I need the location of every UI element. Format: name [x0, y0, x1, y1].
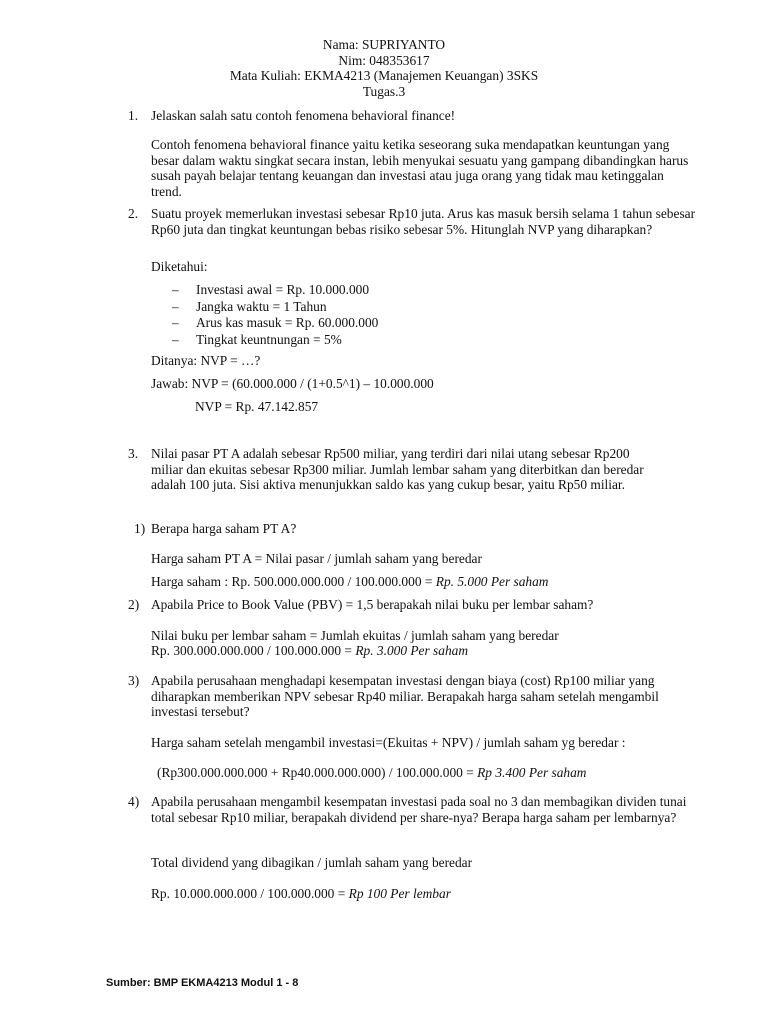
- document-page: Nama: SUPRIYANTO Nim: 048353617 Mata Kuliah: EKMA4213 (Manajemen Keuangan) 3SKS Tugas.3 1. Jelaskan salah satu contoh fenomena behavioral finance! Contoh fenomena behavioral finance yaitu ketika seseorang suka mendapatkan keuntungan yang besar dalam waktu singkat secara instan, lebih menyukai sesuatu yang gampang dibandingkan harus susah payah belajar tentang keuangan dan investasi atau juga orang yang tidak mau ketinggalan trend. 2. Suatu proyek memerlukan investasi sebesar Rp10 juta. Arus kas masuk bersih selama 1 tahun sebesar Rp60 juta dan tingkat keuntungan bebas risiko sebesar 5%. Hitunglah NVP yang diharapkan? Diketahui: – Investasi awal = Rp. 10.000.000 – Jangka waktu = 1 Tahun – Arus kas masuk = Rp. 60.000.000 – Tingkat keuntnungan = 5% Ditanya: NVP = …? Jawab: NVP = (60.000.000 / (1+0.5^1) – 10.000.000 NVP = Rp. 47.142.857 3. Nilai pasar PT A adalah sebesar Rp500 miliar, yang terdiri dari nilai utang sebesar Rp200 miliar dan ekuitas sebesar Rp300 miliar. Jumlah lembar saham yang diterbitkan dan beredar adalah 100 juta. Sisi aktiva menunjukkan saldo kas yang cukup besar, yaitu Rp50 miliar. 1) Berapa harga saham PT A? Harga saham PT A = Nilai pasar / jumlah saham yang beredar Harga saham : Rp. 500.000.000.000 / 100.000.000 = Rp. 5.000 Per saham 2) Apabila Price to Book Value (PBV) = 1,5 berapakah nilai buku per lembar saham? Nilai buku per lembar saham = Jumlah ekuitas / jumlah saham yang beredar Rp. 300.000.000.000 / 100.000.000 = Rp. 3.000 Per saham 3) Apabila perusahaan menghadapi kesempatan investasi dengan biaya (cost) Rp100 miliar yang diharapkan memberikan NPV sebesar Rp40 miliar. Berapakah harga saham setelah mengambil investasi tersebut? Harga saham setelah mengambil investasi=(Ekuitas + NPV) / jumlah saham yg beredar : (Rp300.000.000.000 + Rp40.000.000.000) / 100.000.000 = Rp 3.400 Per saham 4) Apabila perusahaan mengambil kesempatan investasi pada soal no 3 dan membagikan dividen tunai total sebesar Rp10 miliar, berapakah dividend per share-nya? Berapa harga saham per lembarnya? Total dividend yang dibagikan / jumlah saham yang beredar Rp. 10.000.000.000 / 100.000.000 = Rp 100 Per lembar Sumber: BMP EKMA4213 Modul 1 - 8: [0, 0, 768, 1024]
- q3-sub1-formula: Harga saham PT A = Nilai pasar / jumlah saham yang beredar: [151, 551, 482, 566]
- q1-answer: Contoh fenomena behavioral finance yaitu ketika seseorang suka mendapatkan keuntungan yang besar dalam waktu singkat secara instan, lebih menyukai sesuatu yang gampang dibandingkan harus susah payah belajar tentang keuangan dan investasi atau juga orang yang tidak mau ketinggalan trend.: [151, 137, 689, 199]
- q3-sub1-calc-line: [151, 574, 548, 590]
- q2-number: 2.: [128, 206, 139, 221]
- q3-sub2-result: Rp. 3.000 Per saham: [355, 643, 469, 658]
- q2-answer-line: Jawab: NVP = (60.000.000 / (1+0.5^1) – 10.000.000: [151, 376, 434, 391]
- q3-sub4-calc: Rp. 10.000.000.000 / 100.000.000 =: [151, 886, 349, 901]
- q3-sub1-result: Rp. 5.000 Per saham: [435, 574, 549, 589]
- q3-sub3-result: Rp 3.400 Per saham: [477, 765, 587, 780]
- q3-sub2-calc-line: [151, 643, 468, 659]
- q3-sub2-question: Apabila Price to Book Value (PBV) = 1,5 berapakah nilai buku per lembar saham?: [151, 597, 594, 612]
- q3-sub1-calc: Harga saham : Rp. 500.000.000.000 / 100.000.000 =: [151, 574, 436, 589]
- q2-known-label: Diketahui:: [151, 259, 208, 274]
- q3-sub4-number: 4): [128, 794, 140, 809]
- q3-sub2-calc: Rp. 300.000.000.000 / 100.000.000 =: [151, 643, 356, 658]
- q3-sub3-calc-line: [157, 765, 586, 781]
- q1-question: Jelaskan salah satu contoh fenomena behavioral finance!: [151, 108, 456, 123]
- course-title: Mata Kuliah: EKMA4213 (Manajemen Keuangan) 3SKS: [229, 68, 539, 83]
- q3-number: 3.: [128, 446, 139, 461]
- q3-sub2-number: 2): [128, 597, 140, 612]
- student-name: Nama: SUPRIYANTO: [322, 37, 446, 52]
- q3-sub4-calc-line: [151, 886, 451, 902]
- document-header: [0, 37, 768, 99]
- q2-question: Suatu proyek memerlukan investasi sebesar Rp10 juta. Arus kas masuk bersih selama 1 tahun sebesar Rp60 juta dan tingkat keuntungan bebas risiko sebesar 5%. Hitunglah NVP yang diharapkan?: [151, 206, 696, 237]
- task-title: Tugas.3: [362, 83, 406, 99]
- q3-sub1-question: Berapa harga saham PT A?: [151, 521, 297, 536]
- q2-result: NVP = Rp. 47.142.857: [195, 399, 319, 414]
- q3-sub4-result: Rp 100 Per lembar: [348, 886, 451, 901]
- q3-sub4-question: Apabila perusahaan mengambil kesempatan investasi pada soal no 3 dan membagikan dividen tunai total sebesar Rp10 miliar, berapakah dividend per share-nya? Berapa harga saham per lembarnya?: [151, 794, 687, 825]
- q3-sub3-formula: Harga saham setelah mengambil investasi=(Ekuitas + NPV) / jumlah saham yg beredar :: [151, 735, 626, 750]
- q3-sub3-question: Apabila perusahaan menghadapi kesempatan investasi dengan biaya (cost) Rp100 miliar yang diharapkan memberikan NPV sebesar Rp40 miliar. Berapakah harga saham setelah mengambil investasi tersebut?: [151, 673, 659, 719]
- q3-sub3-calc: (Rp300.000.000.000 + Rp40.000.000.000) / 100.000.000 =: [157, 765, 478, 780]
- source-footer: Sumber: BMP EKMA4213 Modul 1 - 8: [106, 977, 299, 989]
- q3-sub4-formula: Total dividend yang dibagikan / jumlah saham yang beredar: [151, 855, 473, 870]
- q3-sub2-formula: Nilai buku per lembar saham = Jumlah ekuitas / jumlah saham yang beredar: [151, 628, 559, 643]
- q3-question: Nilai pasar PT A adalah sebesar Rp500 miliar, yang terdiri dari nilai utang sebesar Rp200 miliar dan ekuitas sebesar Rp300 miliar. Jumlah lembar saham yang diterbitkan dan beredar adalah 100 juta. Sisi aktiva menunjukkan saldo kas yang cukup besar, yaitu Rp50 miliar.: [151, 446, 644, 492]
- q1-number: 1.: [128, 108, 139, 123]
- q3-sub1-number: 1): [134, 521, 146, 536]
- q2-asked: Ditanya: NVP = …?: [151, 353, 261, 368]
- student-nim: Nim: 048353617: [338, 52, 430, 68]
- q3-sub3-number: 3): [128, 673, 140, 688]
